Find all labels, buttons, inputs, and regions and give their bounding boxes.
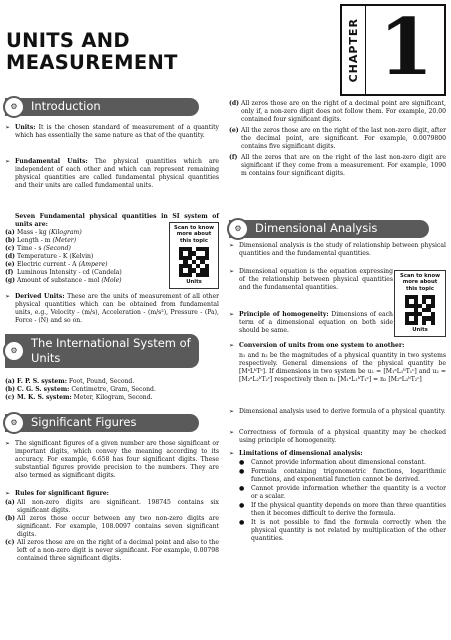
chapter-label: CHAPTER xyxy=(344,6,366,94)
dim-p2: ➢ Dimensional equation is the equation expressing of the relationship between physical quantities and the fundamental quantities. xyxy=(229,268,393,292)
dim-limitations-list xyxy=(239,459,446,544)
fundamental-quantity-item: (e) Electric current - A (Ampere) xyxy=(5,261,108,269)
title-line-1: UNITS AND xyxy=(6,29,130,52)
sig-rule-item: (a) All non-zero digits are significant. 198745 contains six significant digits. xyxy=(5,499,219,515)
bullet-icon: ● xyxy=(239,468,245,476)
sig-rule-item: (c) All zeros those are on the right of a decimal point and also to the left of a non-zero digit is never significant. For example, 0.00798 contained three significant digits. xyxy=(5,539,219,563)
dim-p1: ➢ Dimensional analysis is the study of relationship between physical quantities and the fundamental quantities. xyxy=(229,242,446,258)
limitation-item: ● Formula containing trigonometric functions, logarithmic functions, and exponential function cannot be derived. xyxy=(239,468,446,484)
fundamental-quantity-item: (b) Length - m (Meter) xyxy=(5,237,77,245)
section-introduction: ⚙ Introduction xyxy=(5,98,199,116)
intl-list xyxy=(5,378,219,402)
limitation-item: ● Cannot provide information whether the quantity is a vector or a scalar. xyxy=(239,485,446,501)
qr-code-icon xyxy=(179,247,209,277)
limitation-item: ● It is not possible to find the formula correctly when the physical quantity is not related by multiplication of the other quantities. xyxy=(239,519,446,543)
limitation-item: ● If the physical quantity depends on more than three quantities then it becomes difficult to derive the formula. xyxy=(239,502,446,518)
section-intl-system: ⚙ The International System of Units xyxy=(5,334,199,368)
qr-code-icon xyxy=(405,295,435,325)
dim-p4: ➢ Dimensional analysis used to derive formula of a physical quantity. xyxy=(229,408,446,415)
chapter-number: 1 xyxy=(378,2,434,93)
unit-system-item: (b) C. G. S. system: Centimetre, Gram, Second. xyxy=(5,386,156,394)
sig-rules-heading: ➢ Rules for significant figure: xyxy=(5,490,109,497)
bullet-icon: ● xyxy=(239,502,245,510)
fundamental-quantity-item: (d) Temperature - K (Kelvin) xyxy=(5,253,94,261)
gear-icon: ⚙ xyxy=(227,218,249,240)
intro-fundamental: ➢ Fundamental Units: The physical quantities which are independent of each other and which can represent remaining physical quantities are called fundamental physical quantities and their units are called fundamental units. xyxy=(5,158,219,190)
unit-system-item: (a) F. P. S. system: Foot, Pound, Second. xyxy=(5,378,135,385)
title-line-2: MEASUREMENT xyxy=(6,50,178,74)
dim-limitations-heading: ➢ Limitations of dimensional analysis: xyxy=(229,450,363,457)
limitation-item: ● Cannot provide information about dimensional constant. xyxy=(239,459,426,466)
bullet-icon: ● xyxy=(239,485,245,493)
sig-rule-item: (e) All the zeros those are on the right of the last non-zero digit, after the decimal point, are significant. For example, 0.0079800 contains five significant digits. xyxy=(229,127,446,151)
section-sig-figs: ⚙ Significant Figures xyxy=(5,414,199,432)
gear-icon: ⚙ xyxy=(3,96,25,118)
sig-rules-left xyxy=(5,499,219,563)
gear-icon: ⚙ xyxy=(3,412,25,434)
dim-p5: ➢ Correctness of formula of a physical quantity may be checked using principle of homogeneity. xyxy=(229,429,446,445)
sig-rule-item: (b) All zeros those occur between any two non-zero digits are significant. For example, 108.0097 contains seven significant digits. xyxy=(5,515,219,539)
dim-conversion-heading: ➢ Conversion of units from one system to another: xyxy=(229,342,405,349)
fundamental-quantity-item: (g) Amount of substance - mol (Mole) xyxy=(5,277,122,285)
seven-heading: Seven Fundamental physical quantities in SI system of units are: xyxy=(15,213,219,229)
qr-box-units-2: Scan to know more about this topic Units xyxy=(394,270,446,337)
seven-list xyxy=(5,229,175,285)
sig-rule-item: (d) All zeros those are on the right of a decimal point are significant, only if, a non-zero digit does not follow them. For example, 20.00 contained four significant digits. xyxy=(229,100,446,124)
dim-homogeneity: ➢ Principle of homogeneity: Dimensions of each term of a dimensional equation on both side should be same. xyxy=(229,311,393,335)
gear-icon: ⚙ xyxy=(3,340,25,362)
unit-system-item: (c) M. K. S. system: Meter, Kilogram, Second. xyxy=(5,394,153,402)
sig-intro: ➢ The significant figures of a given number are those significant or important digits, which convey the meaning according to its accuracy. For example, 6.658 has four significant digits. These substantial figures provide precision to the numbers. They are also termed as significant digits. xyxy=(5,440,219,480)
intro-units: ➢ Units: It is the chosen standard of measurement of a quantity which has essentially the same nature as that of the quantity. xyxy=(5,124,219,140)
fundamental-quantity-item: (c) Time - s (Second) xyxy=(5,245,71,253)
sig-rule-item: (f) All the zeros that are on the right of the last non-zero digit are significant if they come from a measurement. For example, 1090 m contains four significant digits. xyxy=(229,154,446,178)
sig-rules-right xyxy=(229,100,446,181)
page-title xyxy=(6,30,178,74)
qr-box-units: Scan to know more about this topic Units xyxy=(169,222,219,289)
fundamental-quantity-item: (f) Luminous Intensity - cd (Candela) xyxy=(5,269,122,277)
section-dimensional: ⚙ Dimensional Analysis xyxy=(229,220,429,238)
bullet-icon: ● xyxy=(239,459,245,466)
dim-conversion-text: n₁ and n₂ be the magnitudes of a physical quantity in two systems respectively. General dimensions of the physical quantity be [MᵃLᵇTᶜ]. If dimensions in two system be u₁ = [M₁ᵃL₁ᵇT₁ᶜ] and u₂ = [M₂ᵃL₂ᵇT₂ᶜ] respectively then n₁ [M₁ᵃL₁ᵇT₁ᶜ] = n₂ [M₂ᵃL₂ᵇT₂ᶜ] xyxy=(239,352,446,384)
bullet-icon: ● xyxy=(239,519,245,527)
fundamental-quantity-item: (a) Mass - kg (Kilogram) xyxy=(5,229,82,236)
intro-derived: ➢ Derived Units: These are the units of measurement of all other physical quantities which can be obtained from fundamental units, e.g., Velocity - (m/s), Acceleration - (m/s²), Pressure - (Pa), Force - (N) and so on. xyxy=(5,293,220,325)
